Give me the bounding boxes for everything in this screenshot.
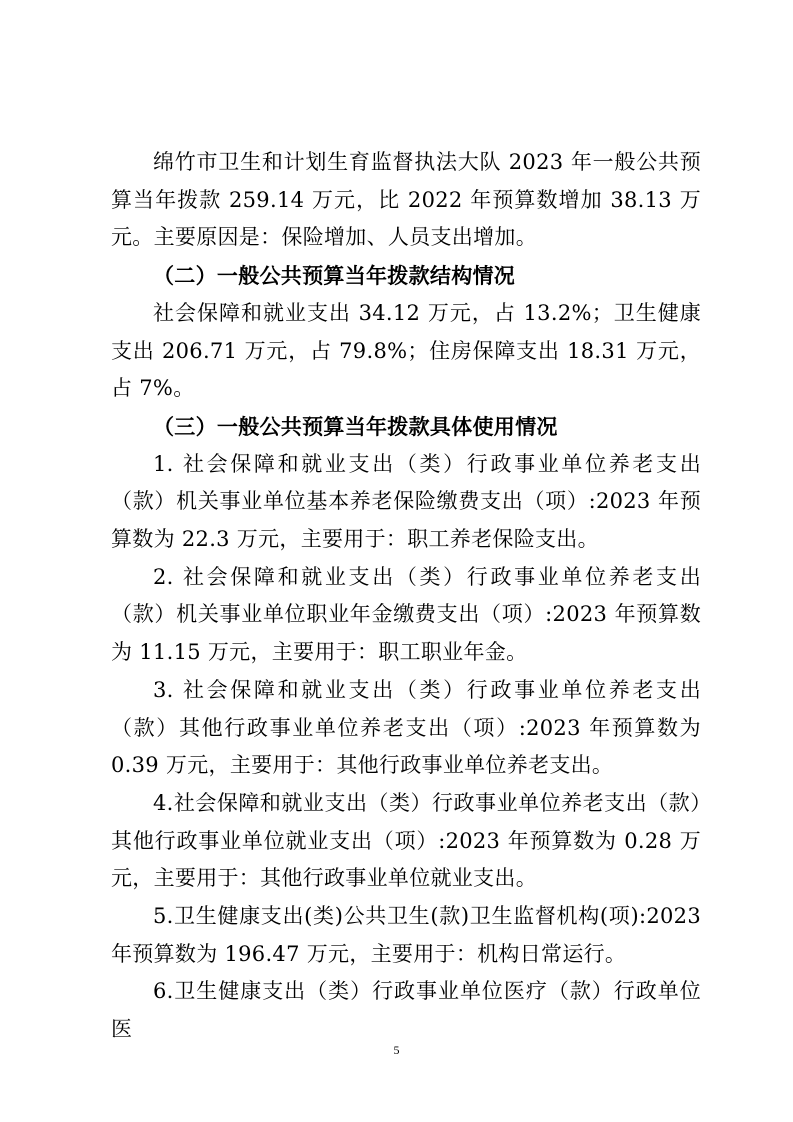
paragraph-item-5: 5.卫生健康支出(类)公共卫生(款)卫生监督机构(项):2023 年预算数为 196.47 万元，主要用于：机构日常运行。 (111, 904, 701, 966)
section-heading-usage: （三）一般公共预算当年拨款具体使用情况 (153, 413, 558, 439)
paragraph-item-4: 4.社会保障和就业支出（类）行政事业单位养老支出（款）其他行政事业单位就业支出（项）:2023 年预算数为 0.28 万元，主要用于：其他行政事业单位就业支出。 (111, 790, 701, 891)
paragraph-budget-summary: 绵竹市卫生和计划生育监督执法大队 2023 年一般公共预算当年拨款 259.14 万元，比 2022 年预算数增加 38.13 万元。主要原因是：保险增加、人员支出增加。 (111, 150, 701, 250)
paragraph-item-6: 6.卫生健康支出（类）行政事业单位医疗（款）行政单位医 (111, 979, 701, 1042)
section-heading-structure: （二）一般公共预算当年拨款结构情况 (153, 263, 516, 289)
paragraph-structure: 社会保障和就业支出 34.12 万元，占 13.2%；卫生健康支出 206.71 万元，占 79.8%；住房保障支出 18.31 万元，占 7%。 (111, 300, 701, 401)
paragraph-item-1: 1. 社会保障和就业支出（类）行政事业单位养老支出（款）机关事业单位基本养老保险缴费支出（项）:2023 年预算数为 22.3 万元，主要用于：职工养老保险支出。 (111, 451, 701, 552)
page-number: 5 (393, 1043, 400, 1057)
paragraph-item-2: 2. 社会保障和就业支出（类）行政事业单位养老支出（款）机关事业单位职业年金缴费支出（项）:2023 年预算数为 11.15 万元，主要用于：职工职业年金。 (111, 564, 701, 665)
body-text (111, 144, 701, 1049)
paragraph-item-3: 3. 社会保障和就业支出（类）行政事业单位养老支出（款）其他行政事业单位养老支出（项）:2023 年预算数为 0.39 万元，主要用于：其他行政事业单位养老支出。 (111, 677, 701, 778)
